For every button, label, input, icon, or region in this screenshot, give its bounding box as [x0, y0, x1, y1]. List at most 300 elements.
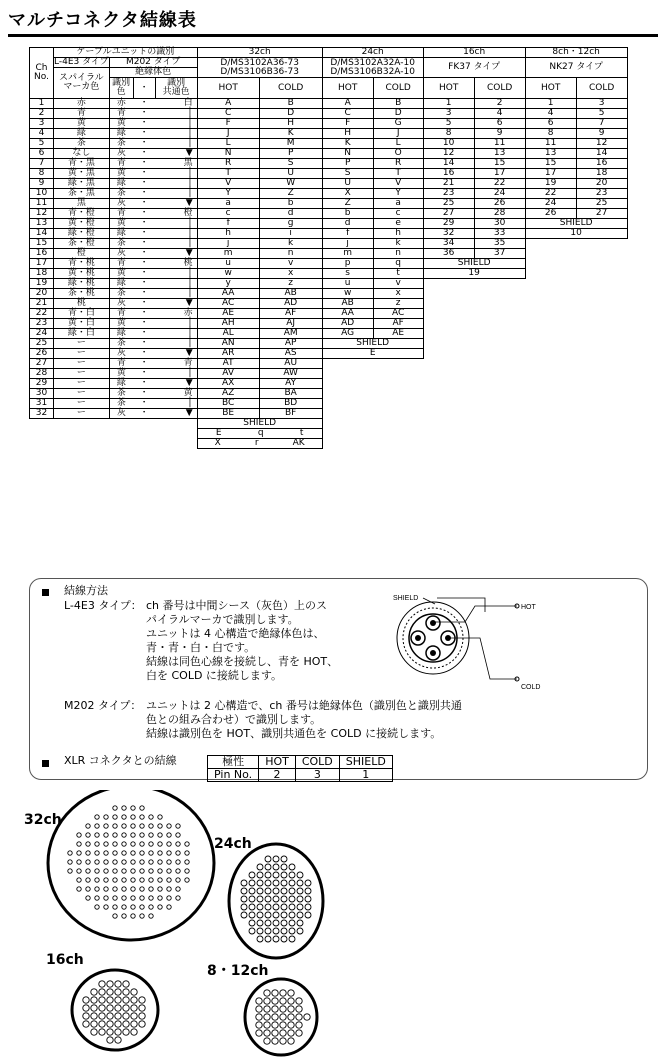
note-line: 結線は識別色を HOT、識別共通色を COLD に接続します。 [146, 727, 442, 740]
id-color: 黄 [109, 119, 133, 129]
hot-32ch-pin: N [197, 149, 259, 159]
cold-32ch-pin: g [259, 219, 322, 229]
connector-pin [149, 914, 153, 918]
cold-8ch-pin: 12 [576, 139, 627, 149]
id-color: 黄 [109, 269, 133, 279]
connector-pin [131, 869, 135, 873]
dot-sep: ・ [133, 389, 155, 399]
connector-pin [113, 905, 117, 909]
spiral-marker: ー [54, 339, 110, 349]
spiral-marker: ー [54, 349, 110, 359]
connector-pin [131, 833, 135, 837]
hot-16ch-pin: 12 [423, 149, 474, 159]
connector-pin [272, 1030, 278, 1036]
connector-pin [185, 860, 189, 864]
spiral-marker: ー [54, 379, 110, 389]
ch-number: 8 [30, 169, 54, 179]
table-row [30, 329, 628, 339]
connector-pin [297, 872, 303, 878]
spiral-marker: 茶・橙 [54, 239, 110, 249]
connector-pin [297, 896, 303, 902]
note-line: ch 番号は中間シース（灰色）上のス [146, 599, 327, 612]
connector-pin [140, 878, 144, 882]
connector-pin [95, 860, 99, 864]
hot-24ch-pin: K [322, 139, 373, 149]
connector-16ch-label: 16ch [46, 952, 84, 968]
connector-pin [297, 888, 303, 894]
cold-24ch-pin: q [373, 259, 423, 269]
connector-pin [131, 887, 135, 891]
hot-16ch-pin: 5 [423, 119, 474, 129]
connector-faces [0, 790, 671, 1061]
hot-16ch-pin: 1 [423, 99, 474, 109]
down-arrow-icon: │ [187, 288, 193, 298]
hot-8ch-pin: 6 [525, 119, 576, 129]
hot-24ch-pin: p [322, 259, 373, 269]
note-line: 白を COLD に接続します。 [146, 669, 283, 682]
connector-pin [149, 860, 153, 864]
table-row [30, 169, 628, 179]
hot-8ch-pin: 8 [525, 129, 576, 139]
down-arrow-icon: │ [187, 238, 193, 248]
connector-pin [281, 928, 287, 934]
connector-pin [113, 806, 117, 810]
hot-32ch-pin: AH [197, 319, 259, 329]
connector-pin [288, 1006, 294, 1012]
connector-pin [149, 878, 153, 882]
connector-pin [95, 851, 99, 855]
hot-32ch-pin: AC [197, 299, 259, 309]
hot-32ch-pin: J [197, 129, 259, 139]
dot-sep: ・ [133, 219, 155, 229]
connector-pin [91, 1013, 97, 1019]
ch-number: 17 [30, 259, 54, 269]
dot-sep: ・ [133, 129, 155, 139]
connector-pin [256, 1022, 262, 1028]
shield-32ch-label: SHIELD [197, 419, 322, 429]
shield-32ch-pins [197, 429, 322, 439]
id-color: 黄 [109, 319, 133, 329]
connector-pin [257, 928, 263, 934]
hot-24ch-pin: f [322, 229, 373, 239]
connector-pin [113, 887, 117, 891]
hot-32ch-pin: h [197, 229, 259, 239]
connector-pin [107, 1021, 113, 1027]
spiral-marker: 茶・桃 [54, 289, 110, 299]
connector-pin [83, 1013, 89, 1019]
connector-pin [86, 896, 90, 900]
ch-number: 22 [30, 309, 54, 319]
connector-pin [296, 1030, 302, 1036]
connector-pin [77, 833, 81, 837]
id-color: 緑 [109, 229, 133, 239]
connector-pin [249, 912, 255, 918]
connector-pin [289, 888, 295, 894]
connector-pin [113, 842, 117, 846]
connector-pin [107, 1037, 113, 1043]
connector-pin [113, 869, 117, 873]
ch-number: 31 [30, 399, 54, 409]
dot-sep: ・ [133, 239, 155, 249]
cold-32ch-pin: AY [259, 379, 322, 389]
connector-pin [281, 872, 287, 878]
connector-pin [272, 1006, 278, 1012]
ch-number: 6 [30, 149, 54, 159]
hot-32ch-pin: AX [197, 379, 259, 389]
cold-32ch-pin: AB [259, 289, 322, 299]
cold-16ch-pin: 24 [474, 189, 525, 199]
cold-24ch-pin: n [373, 249, 423, 259]
note-line: 青・青・白・白です。 [146, 641, 256, 654]
connector-pin [122, 842, 126, 846]
connector-pin [249, 904, 255, 910]
connector-pin [176, 878, 180, 882]
connector-pin [272, 1038, 278, 1044]
dot-sep: ・ [133, 229, 155, 239]
connector-pin [131, 1005, 137, 1011]
connector-pin [158, 851, 162, 855]
connector-pin [122, 833, 126, 837]
connector-pin [167, 905, 171, 909]
connector-pin [289, 880, 295, 886]
connector-pin [140, 887, 144, 891]
down-arrow-icon: ▼ [185, 408, 193, 418]
connector-pin [256, 1014, 262, 1020]
connector-pin [176, 851, 180, 855]
table-row [30, 229, 628, 239]
connector-pin [131, 824, 135, 828]
connector-pin [158, 860, 162, 864]
connector-pin [264, 990, 270, 996]
connector-pin [264, 1030, 270, 1036]
connector-pin [241, 912, 247, 918]
connector-pin [288, 1038, 294, 1044]
connector-pin [296, 1006, 302, 1012]
table-row [30, 379, 628, 389]
connector-pin [77, 860, 81, 864]
spiral-marker: ー [54, 359, 110, 369]
connector-pin [185, 851, 189, 855]
connector-pin [281, 904, 287, 910]
id-color: 茶 [109, 399, 133, 409]
cold-32ch-pin: K [259, 129, 322, 139]
table-row [30, 369, 628, 379]
dot-sep: ・ [133, 399, 155, 409]
hot-24ch-pin: P [322, 159, 373, 169]
connector-pin [185, 842, 189, 846]
m202-header: M202 タイプ [109, 58, 197, 68]
title-rule [8, 34, 658, 37]
connector-pin [131, 1013, 137, 1019]
cold-16ch-pin: 33 [474, 229, 525, 239]
cold-32ch-pin: BD [259, 399, 322, 409]
id-common-color [155, 289, 197, 299]
part-8ch: NK27 タイプ [525, 58, 627, 78]
connector-pin [264, 1006, 270, 1012]
cold-16ch-pin: 4 [474, 109, 525, 119]
cold-32ch-pin: AF [259, 309, 322, 319]
cold-24ch-pin: B [373, 99, 423, 109]
id-color: 灰 [109, 249, 133, 259]
cold-32ch-pin: AW [259, 369, 322, 379]
shield-32ch-pin: q [257, 428, 264, 438]
connector-pin [86, 824, 90, 828]
group-8ch: 8ch・12ch [525, 48, 627, 58]
dot-sep: ・ [133, 209, 155, 219]
table-row [30, 249, 628, 259]
connector-pin [167, 833, 171, 837]
connector-pin [241, 880, 247, 886]
id-common-color [155, 199, 197, 209]
connector-pin [140, 833, 144, 837]
l4e3-note [146, 599, 338, 683]
down-arrow-icon: │ [187, 318, 193, 328]
connector-pin [68, 851, 72, 855]
connector-pin [149, 896, 153, 900]
cold-16: COLD [474, 78, 525, 99]
hot-32ch-pin: u [197, 259, 259, 269]
connector-pin [140, 914, 144, 918]
connector-pin [149, 824, 153, 828]
connector-pin [305, 880, 311, 886]
spiral-marker: 緑・桃 [54, 279, 110, 289]
connector-pin [122, 824, 126, 828]
connector-pin [272, 990, 278, 996]
connector-pin [77, 878, 81, 882]
hot-8ch-pin: 17 [525, 169, 576, 179]
m202-note-label: M202 タイプ： [64, 699, 142, 712]
id-color: 茶 [109, 289, 133, 299]
table-row [30, 389, 628, 399]
cold-16ch-pin: 35 [474, 239, 525, 249]
connector-pin [115, 981, 121, 987]
shield-32ch-pin: AK [292, 438, 305, 448]
cable-unit-header: ケーブルユニットの識別 [54, 48, 198, 58]
connector-pin [140, 815, 144, 819]
connector-pin [158, 869, 162, 873]
hot-16ch-pin: 25 [423, 199, 474, 209]
spiral-marker: 黄・橙 [54, 219, 110, 229]
group-16ch: 16ch [423, 48, 525, 58]
connector-pin [256, 1030, 262, 1036]
connector-812ch-face [245, 979, 317, 1055]
cold-24ch-pin: x [373, 289, 423, 299]
connector-pin [104, 869, 108, 873]
id-common-color [155, 139, 197, 149]
cold-8ch-pin: 14 [576, 149, 627, 159]
connector-pin [167, 887, 171, 891]
dot-sep: ・ [133, 99, 155, 109]
connector-pin [123, 1013, 129, 1019]
cold-8ch-pin: 7 [576, 119, 627, 129]
table-row [30, 219, 628, 229]
ch-number: 10 [30, 189, 54, 199]
xlr-value-cell: 3 [295, 769, 339, 782]
id-common-color [155, 339, 197, 349]
spiral-marker: ー [54, 389, 110, 399]
hot-16ch-pin: 8 [423, 129, 474, 139]
connector-pin [83, 1005, 89, 1011]
diagram-shield-label: SHIELD [393, 595, 419, 602]
dot-sep: ・ [133, 259, 155, 269]
connector-pin [257, 920, 263, 926]
hot-32ch-pin: L [197, 139, 259, 149]
hot-32ch-pin: c [197, 209, 259, 219]
down-arrow-icon: │ [187, 108, 193, 118]
cold-16ch-pin: 15 [474, 159, 525, 169]
ch-number: 11 [30, 199, 54, 209]
connector-pin [107, 1013, 113, 1019]
cold-16ch-pin: 22 [474, 179, 525, 189]
down-arrow-icon: │ [187, 398, 193, 408]
cold-8ch-pin: 20 [576, 179, 627, 189]
connector-pin [289, 904, 295, 910]
dot-header: ・ [133, 78, 155, 99]
ch-number: 2 [30, 109, 54, 119]
dot-sep: ・ [133, 249, 155, 259]
connector-pin [158, 905, 162, 909]
table-row [30, 119, 628, 129]
connector-pin [167, 842, 171, 846]
id-common-color [155, 299, 197, 309]
table-row [30, 109, 628, 119]
connector-pin [265, 912, 271, 918]
id-common-color [155, 239, 197, 249]
connector-pin [149, 842, 153, 846]
connector-pin [305, 896, 311, 902]
spiral-marker: 緑・白 [54, 329, 110, 339]
connector-pin [176, 860, 180, 864]
connector-pin [265, 888, 271, 894]
hot-32ch-pin: AL [197, 329, 259, 339]
id-common-color [155, 269, 197, 279]
down-arrow-icon: ▼ [185, 348, 193, 358]
spiral-marker: ー [54, 369, 110, 379]
spiral-marker: 青・白 [54, 309, 110, 319]
hot-24ch-pin: d [322, 219, 373, 229]
cold-24ch-pin: z [373, 299, 423, 309]
cold-32ch-pin: AU [259, 359, 322, 369]
connector-pin [99, 1029, 105, 1035]
connector-pin [68, 869, 72, 873]
connector-pin [185, 869, 189, 873]
id-color-header: 識別 色 [109, 78, 133, 99]
cold-32ch-pin: U [259, 169, 322, 179]
hot-8ch-pin: 15 [525, 159, 576, 169]
connector-pin [131, 806, 135, 810]
dot-sep: ・ [133, 289, 155, 299]
cold-24: COLD [373, 78, 423, 99]
dot-sep: ・ [133, 409, 155, 419]
l4e3-header: L-4E3 タイプ [54, 57, 109, 67]
connector-pin [95, 824, 99, 828]
connector-pin [104, 824, 108, 828]
spiral-header: スパイラル マーカ色 [54, 68, 110, 99]
connector-pin [176, 887, 180, 891]
connector-pin [281, 864, 287, 870]
table-row [30, 199, 628, 209]
cold-32ch-pin: P [259, 149, 322, 159]
dot-sep: ・ [133, 189, 155, 199]
id-color: 黄 [109, 219, 133, 229]
dot-sep: ・ [133, 269, 155, 279]
spiral-marker: 緑 [54, 129, 110, 139]
connector-pin [107, 997, 113, 1003]
id-common-color: 桃 [155, 259, 197, 269]
cold-32ch-pin: AD [259, 299, 322, 309]
connector-pin [158, 878, 162, 882]
ch-number: 9 [30, 179, 54, 189]
connector-pin [280, 1038, 286, 1044]
id-color: 黄 [109, 169, 133, 179]
connector-pin [249, 896, 255, 902]
cold-24ch-pin: h [373, 229, 423, 239]
notes-box [29, 578, 648, 780]
part-32ch: D/MS3102A36-73 D/MS3106B36-73 [197, 58, 322, 78]
connector-pin [264, 1022, 270, 1028]
cold-24ch-pin: e [373, 219, 423, 229]
connector-pin [249, 872, 255, 878]
connector-pin [289, 928, 295, 934]
connector-pin [104, 833, 108, 837]
table-row [30, 179, 628, 189]
id-color: 茶 [109, 339, 133, 349]
connector-pin [139, 1005, 145, 1011]
shield-32ch-pin: E [215, 428, 222, 438]
ch-number: 28 [30, 369, 54, 379]
id-common-color [155, 319, 197, 329]
connector-pin [257, 896, 263, 902]
ch-number: 24 [30, 329, 54, 339]
ch-number: 25 [30, 339, 54, 349]
table-row [30, 349, 628, 359]
connector-pin [241, 896, 247, 902]
connector-pin [131, 860, 135, 864]
connector-pin [281, 888, 287, 894]
dot-sep: ・ [133, 339, 155, 349]
connector-pin [249, 928, 255, 934]
connector-pin [104, 878, 108, 882]
spiral-marker: 赤 [54, 99, 110, 109]
connector-pin [167, 896, 171, 900]
down-arrow-icon: │ [187, 178, 193, 188]
connector-pin [113, 896, 117, 900]
shield-32ch-pin: t [299, 428, 304, 438]
cold-16ch-pin: 11 [474, 139, 525, 149]
connector-pin [115, 1029, 121, 1035]
spiral-marker: 黄・白 [54, 319, 110, 329]
table-row [30, 419, 628, 429]
connector-24ch-face [229, 844, 323, 958]
cold-8ch-pin: 16 [576, 159, 627, 169]
xlr-header-cell: SHIELD [339, 756, 392, 769]
connector-pin [113, 878, 117, 882]
connector-pin [149, 833, 153, 837]
hot-24ch-pin: S [322, 169, 373, 179]
connector-pin [158, 896, 162, 900]
spiral-marker: 黄・黒 [54, 169, 110, 179]
connector-812ch-label: 8・12ch [207, 963, 269, 979]
connector-pin [113, 824, 117, 828]
ch-number: 27 [30, 359, 54, 369]
connector-pin [122, 869, 126, 873]
connector-pin [280, 1030, 286, 1036]
hot-8ch-pin: 24 [525, 199, 576, 209]
id-common-color [155, 229, 197, 239]
ch-number: 12 [30, 209, 54, 219]
cold-24ch-pin: T [373, 169, 423, 179]
table-row [30, 269, 628, 279]
